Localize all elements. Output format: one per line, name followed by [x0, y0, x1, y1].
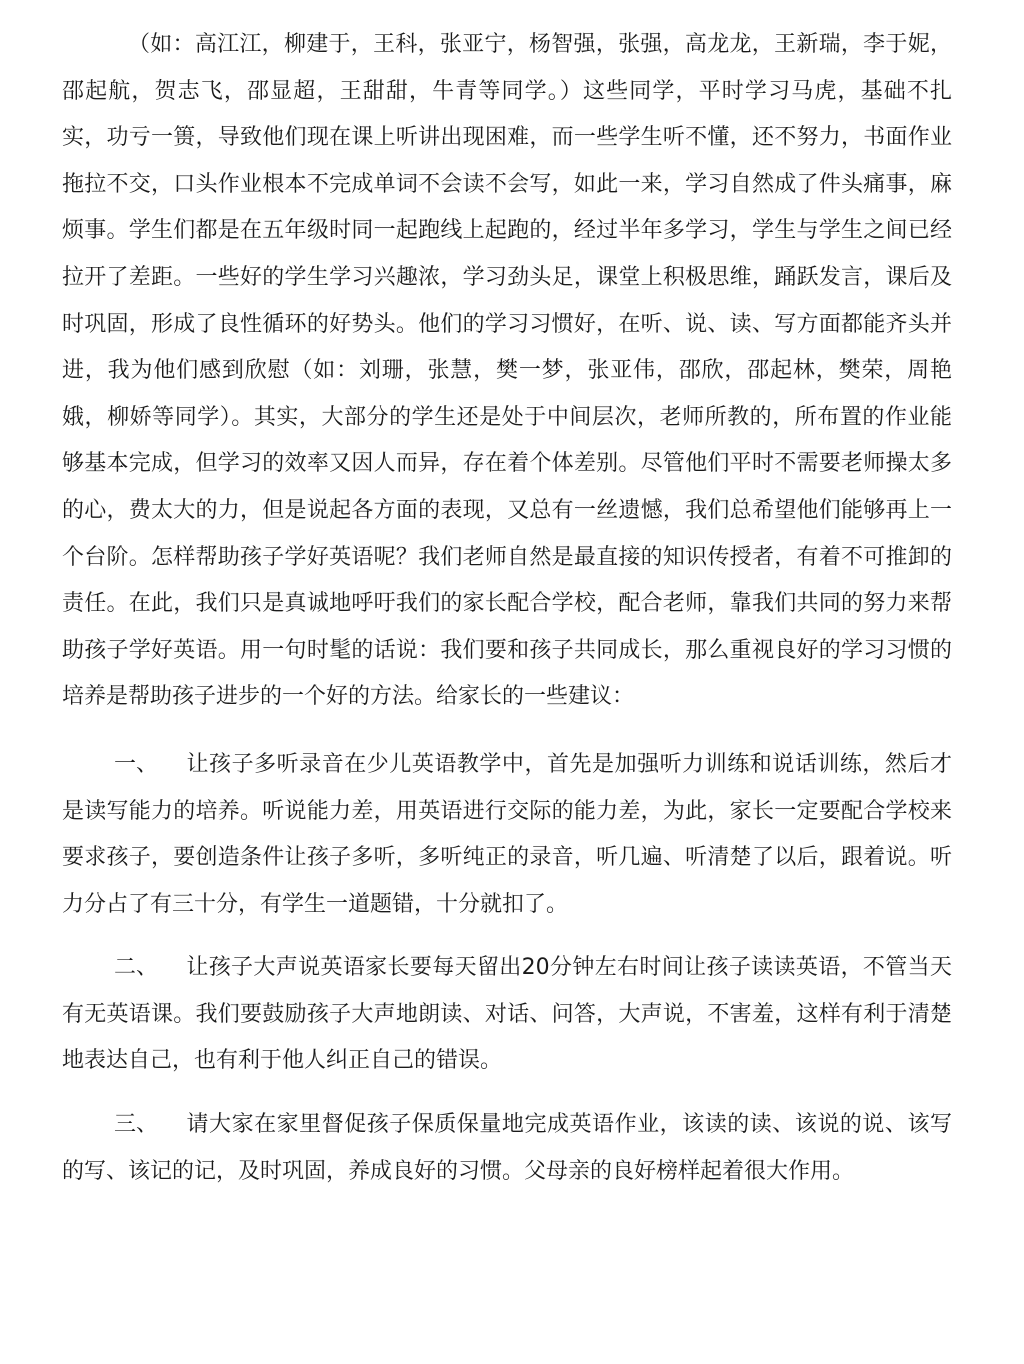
spacer [62, 928, 952, 945]
item-text: 让孩子大声说英语家长要每天留出20分钟左右时间让孩子读读英语，不管当天有无英语课。我们要鼓励孩子大声地朗读、对话、问答，大声说，不害羞，这样有利于清楚地表达自己，也有利于他人纠正自己的错误。 [62, 955, 952, 1074]
item-number: 二、 [114, 955, 159, 981]
main-paragraph: （如：高江江，柳建于，王科，张亚宁，杨智强，张强，高龙龙，王新瑞，李于妮，邵起航，贺志飞，邵显超，王甜甜，牛青等同学。）这些同学，平时学习马虎，基础不扎实，功亏一篑，导致他们现在课上听讲出现困难，而一些学生听不懂，还不努力，书面作业拖拉不交，口头作业根本不完成单词不会读不会写，如此一来，学习自然成了件头痛事，麻烦事。学生们都是在五年级时同一起跑线上起跑的，经过半年多学习，学生与学生之间已经拉开了差距。一些好的学生学习兴趣浓，学习劲头足，课堂上积极思维，踊跃发言，课后及时巩固，形成了良性循环的好势头。他们的学习习惯好，在听、说、读、写方面都能齐头并进，我为他们感到欣慰（如：刘珊，张慧，樊一梦，张亚伟，邵欣，邵起林，樊荣，周艳娥，柳娇等同学）。其实，大部分的学生还是处于中间层次，老师所教的，所布置的作业能够基本完成，但学习的效率又因人而异，存在着个体差别。尽管他们平时不需要老师操太多的心，费太大的力，但是说起各方面的表现，又总有一丝遗憾，我们总希望他们能够再上一个台阶。怎样帮助孩子学好英语呢？我们老师自然是最直接的知识传授者，有着不可推卸的责任。在此，我们只是真诚地呼吁我们的家长配合学校，配合老师，靠我们共同的努力来帮助孩子学好英语。用一句时髦的话说：我们要和孩子共同成长，那么重视良好的学习习惯的培养是帮助孩子进步的一个好的方法。给家长的一些建议： [62, 32, 952, 710]
item-number: 一、 [114, 751, 159, 777]
document-page [62, 22, 952, 1195]
spacer [62, 721, 952, 742]
item-text: 请大家在家里督促孩子保质保量地完成英语作业，该读的读、该说的说、该写的写、该记的记，及时巩固，养成良好的习惯。父母亲的良好榜样起着很大作用。 [62, 1112, 952, 1184]
suggestion-item-2 [62, 945, 952, 1085]
spacer [62, 1085, 952, 1102]
item-text: 让孩子多听录音在少儿英语教学中，首先是加强听力训练和说话训练，然后才是读写能力的培养。听说能力差，用英语进行交际的能力差，为此，家长一定要配合学校来要求孩子，要创造条件让孩子多听，多听纯正的录音，听几遍、听清楚了以后，跟着说。听力分占了有三十分，有学生一道题错，十分就扣了。 [62, 751, 952, 917]
item-number: 三、 [114, 1112, 159, 1138]
suggestion-item-3 [62, 1102, 952, 1195]
suggestion-item-1 [62, 742, 952, 928]
